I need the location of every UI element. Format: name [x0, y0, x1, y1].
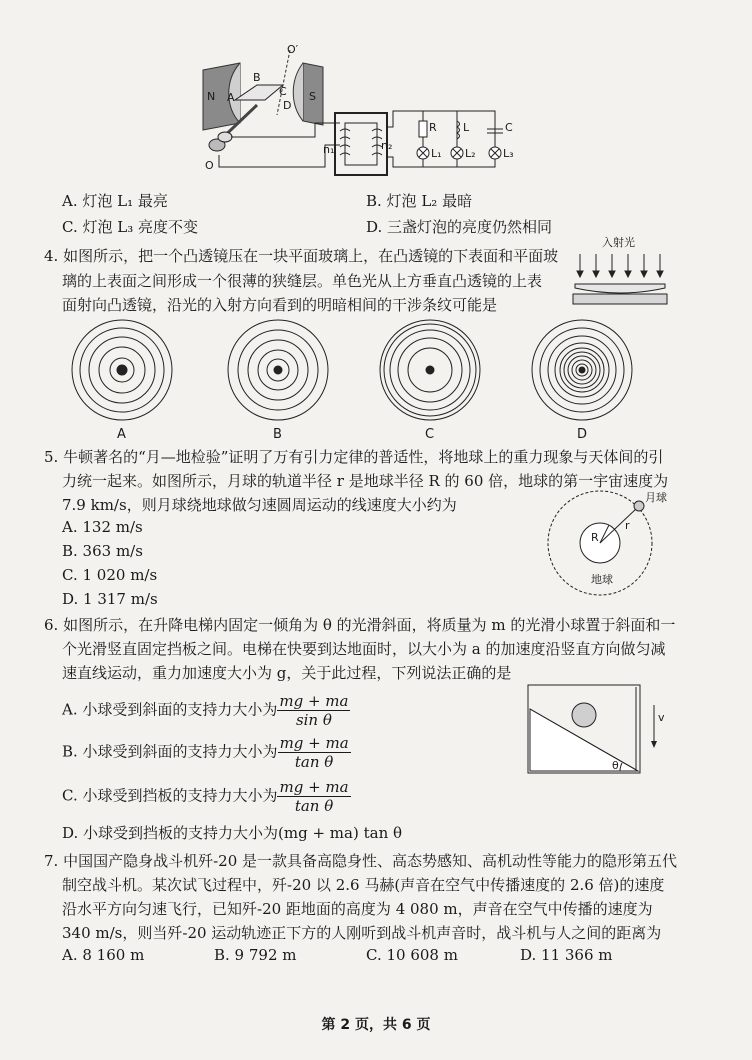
rings-c	[380, 320, 480, 420]
q6-option-a-prefix: A. 小球受到斜面的支持力大小为	[62, 700, 278, 719]
earth-radius-label: R	[591, 531, 599, 544]
q6-option-b	[62, 734, 351, 771]
elevator-incline-figure	[528, 683, 668, 778]
q6-option-a-fraction	[277, 692, 350, 729]
q3-option-c: C. 灯泡 L₃ 亮度不变	[62, 218, 198, 236]
label-s: S	[309, 90, 316, 103]
q6-option-c-numerator: mg + ma	[279, 778, 349, 796]
moon-label: 月球	[645, 491, 667, 504]
label-l: L	[463, 121, 470, 134]
label-l1: L₁	[431, 147, 442, 160]
q5-line-2: 力统一起来。如图所示，月球的轨道半径 r 是地球半径 R 的 60 倍，地球的第一宇宙速度为	[62, 472, 669, 490]
q7-line-2: 制空战斗机。某次试飞过程中，歼-20 以 2.6 马赫(声音在空气中传播速度的 2.6 倍)的速度	[62, 876, 665, 894]
q3-option-b: B. 灯泡 L₂ 最暗	[366, 192, 473, 210]
q3-option-a: A. 灯泡 L₁ 最亮	[62, 192, 168, 210]
q6-option-c-denominator: tan θ	[294, 797, 334, 815]
rings-d	[532, 320, 632, 420]
velocity-label: v	[658, 711, 665, 724]
incident-light-label: 入射光	[602, 236, 635, 249]
q3-option-d: D. 三盏灯泡的亮度仍然相同	[366, 218, 553, 236]
choice-a-label: A	[117, 427, 126, 442]
orbit-radius-label: r	[625, 519, 630, 532]
label-o: O	[205, 159, 214, 172]
label-a: A	[227, 91, 235, 104]
q6-line-2: 个光滑竖直固定挡板之间。电梯在快要到达地面时，以大小为 a 的加速度沿竖直方向做匀减	[62, 640, 666, 658]
label-l2: L₂	[465, 147, 476, 160]
q5-option-d: D. 1 317 m/s	[62, 590, 158, 608]
choice-d-label: D	[577, 427, 588, 442]
page-footer: 第 2 页，共 6 页	[321, 1017, 431, 1033]
q5-option-a: A. 132 m/s	[62, 518, 143, 536]
q6-line-1: 6. 如图所示，在升降电梯内固定一倾角为 θ 的光滑斜面，将质量为 m 的光滑小球置于斜面和一	[44, 616, 676, 634]
q5-option-b: B. 363 m/s	[62, 542, 143, 560]
label-r: R	[429, 121, 437, 134]
q5-line-1: 5. 牛顿著名的“月—地检验”证明了万有引力定律的普适性，将地球上的重力现象与天体间的引	[44, 448, 664, 466]
q6-option-c	[62, 778, 351, 815]
q5-line-3: 7.9 km/s，则月球绕地球做匀速圆周运动的线速度大小约为	[62, 496, 457, 514]
label-o-prime: O′	[287, 43, 299, 56]
q6-option-b-prefix: B. 小球受到斜面的支持力大小为	[62, 742, 278, 761]
q7-option-b: B. 9 792 m	[214, 946, 297, 964]
choice-c-label: C	[425, 427, 435, 442]
earth-moon-figure	[555, 485, 670, 595]
earth-label: 地球	[591, 573, 613, 586]
label-n2: n₂	[381, 139, 393, 152]
label-n1: n₁	[323, 143, 335, 156]
q7-option-d: D. 11 366 m	[520, 946, 613, 964]
q4-line-2: 璃的上表面之间形成一个很薄的狭缝层。单色光从上方垂直凸透镜的上表	[62, 272, 543, 290]
q6-option-b-denominator: tan θ	[294, 753, 334, 771]
rings-b	[228, 320, 328, 420]
q4-line-1: 4. 如图所示，把一个凸透镜压在一块平面玻璃上，在凸透镜的下表面和平面玻	[44, 247, 559, 265]
q7-option-a: A. 8 160 m	[62, 946, 145, 964]
label-c: C	[279, 85, 287, 98]
q6-option-b-fraction	[278, 734, 351, 771]
label-b: B	[253, 71, 261, 84]
label-cap: C	[505, 121, 513, 134]
q7-line-1: 7. 中国国产隐身战斗机歼-20 是一款具备高隐身性、高态势感知、高机动性等能力的隐形第五代	[44, 852, 678, 870]
generator-transformer-figure	[195, 45, 525, 180]
theta-label: θ	[612, 759, 619, 772]
q6-option-b-numerator: mg + ma	[279, 734, 349, 752]
q6-option-a	[62, 692, 350, 729]
q7-option-c: C. 10 608 m	[366, 946, 458, 964]
choice-b-label: B	[273, 427, 282, 442]
q6-option-d: D. 小球受到挡板的支持力大小为(mg + ma) tan θ	[62, 824, 403, 842]
label-n: N	[207, 90, 216, 103]
q6-option-c-prefix: C. 小球受到挡板的支持力大小为	[62, 786, 278, 805]
interference-choices	[70, 318, 670, 443]
q7-line-4: 340 m/s，则当歼-20 运动轨迹正下方的人刚听到战斗机声音时，战斗机与人之间的距离为	[62, 924, 662, 942]
q6-option-c-fraction	[277, 778, 350, 815]
q6-line-3: 速直线运动，重力加速度大小为 g，关于此过程，下列说法正确的是	[62, 664, 512, 682]
q6-option-a-denominator: sin θ	[295, 711, 332, 729]
q7-line-3: 沿水平方向匀速飞行，已知歼-20 距地面的高度为 4 080 m，声音在空气中传播的速度为	[62, 900, 653, 918]
q4-line-3: 面射向凸透镜，沿光的入射方向看到的明暗相间的干涉条纹可能是	[62, 296, 498, 314]
label-d: D	[283, 99, 292, 112]
label-l3: L₃	[503, 147, 514, 160]
lens-figure	[570, 236, 670, 311]
q6-option-a-numerator: mg + ma	[279, 692, 349, 710]
q5-option-c: C. 1 020 m/s	[62, 566, 158, 584]
rings-a	[72, 320, 172, 420]
